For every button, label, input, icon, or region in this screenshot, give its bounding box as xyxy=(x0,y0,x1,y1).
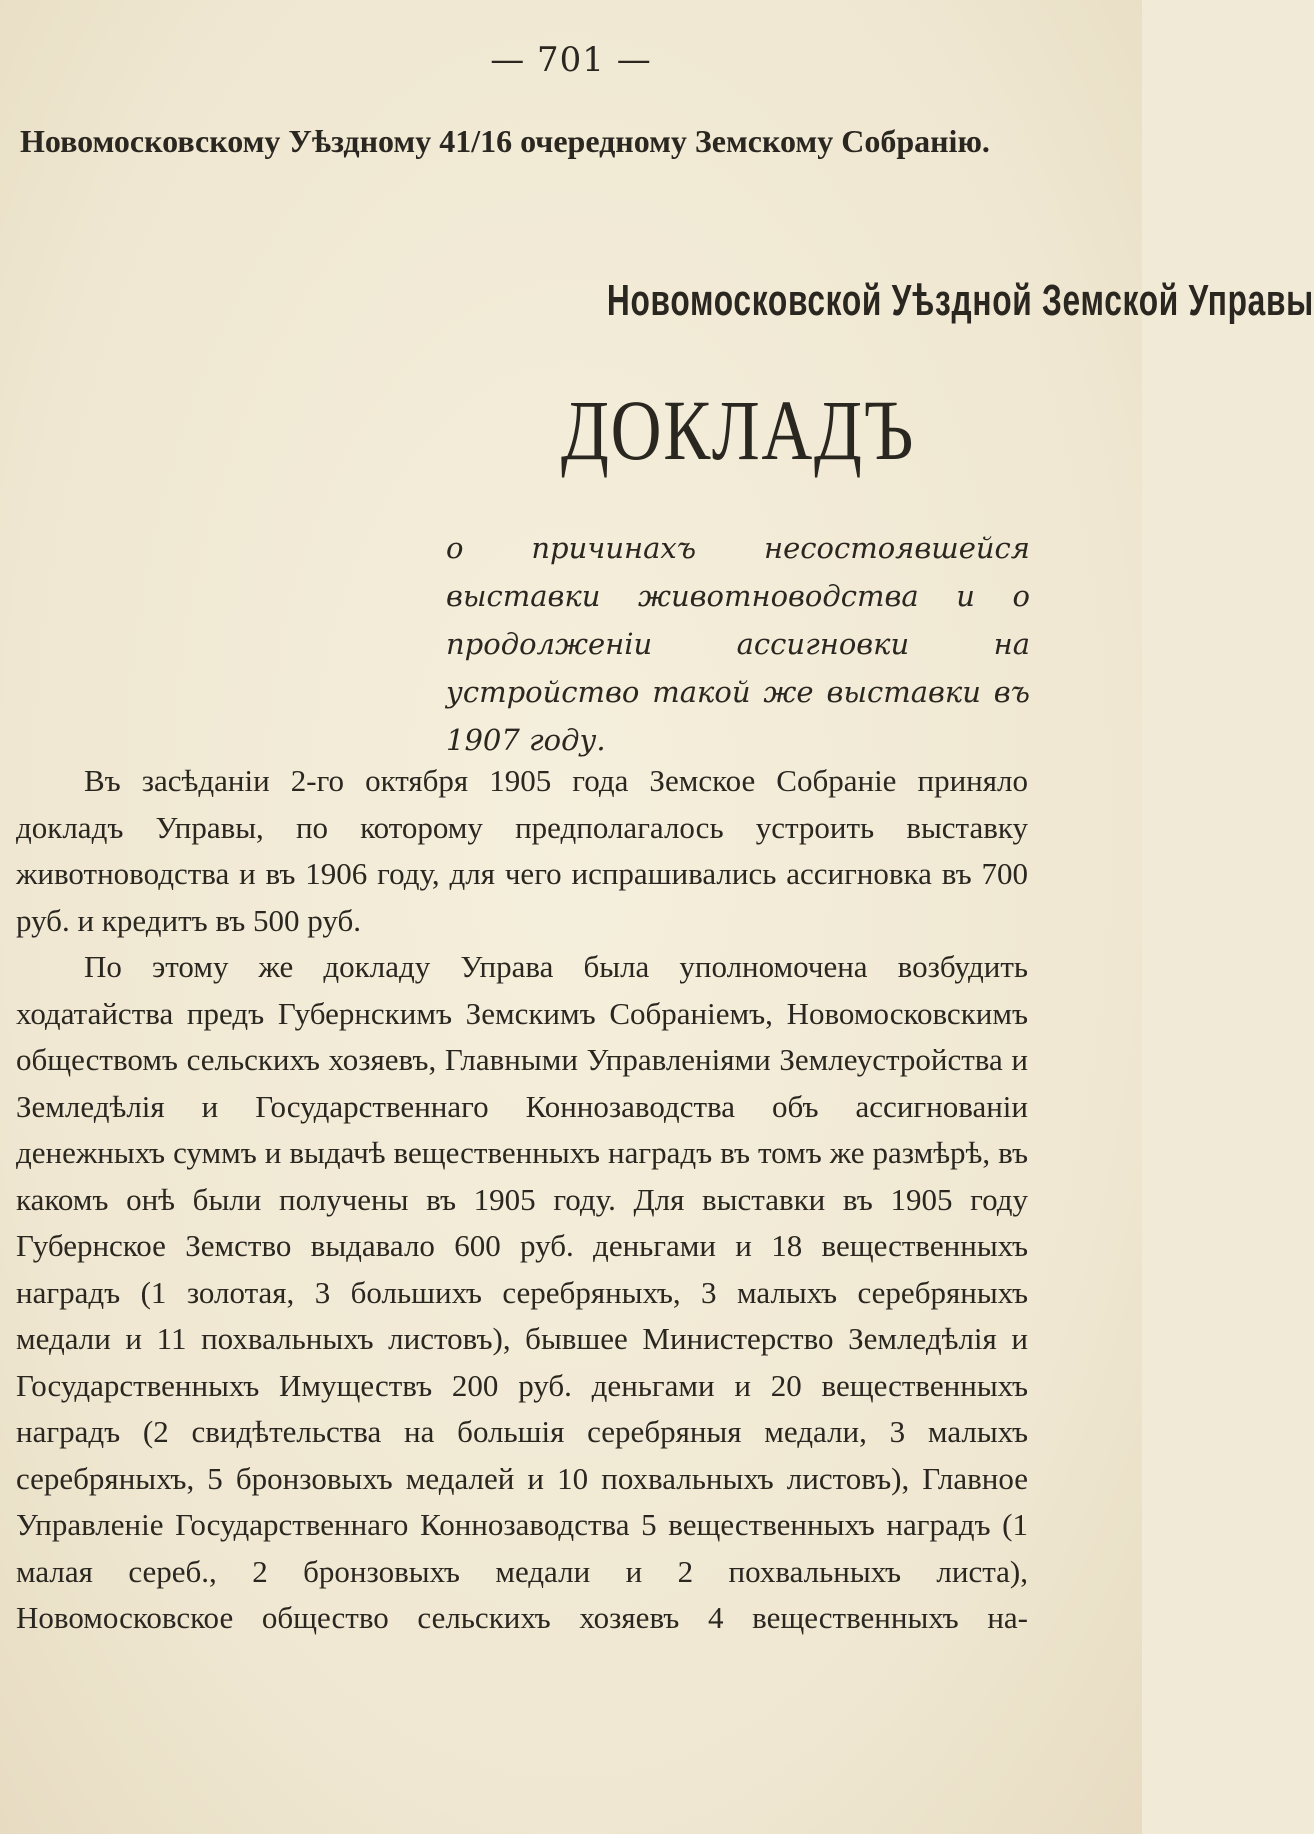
addressee-line: Новомосковскому Уѣздному 41/16 очередному Земскому Собранію. xyxy=(20,123,990,159)
body-text xyxy=(16,758,1028,1642)
paragraph: Въ засѣданіи 2-го октября 1905 года Земское Собраніе приняло докладъ Управы, по которому предполагалось устроить выставку животноводства и въ 1906 году, для чего испрашивались ассигновка въ 700 руб. и кредитъ въ 500 руб. xyxy=(16,763,1028,938)
document-heading: ДОКЛАДЪ xyxy=(560,382,916,478)
organization-title: Новомосковской Уѣздной Земской Управы xyxy=(606,276,1314,325)
page-number: — 701 — xyxy=(490,40,652,80)
document-subject: о причинахъ несостоявшейся выставки животноводства и о продолженіи ассигновки на устройство такой же выставки въ 1907 году. xyxy=(446,531,1030,757)
paragraph: По этому же докладу Управа была уполномочена возбудить ходатайства предъ Губернскимъ Земскимъ Собраніемъ, Новомосковскимъ обществомъ сельскихъ хозяевъ, Главными Управленіями Землеустройства и Земледѣлія и Государственнаго Коннозаводства объ ассигнованіи денежныхъ суммъ и выдачѣ вещественныхъ наградъ въ томъ же размѣрѣ, въ какомъ онѣ были получены въ 1905 году. Для выставки въ 1905 году Губернское Земство выдавало 600 руб. деньгами и 18 вещественныхъ наградъ (1 золотая, 3 большихъ серебряныхъ, 3 малыхъ серебряныхъ медали и 11 похвальныхъ листовъ), бывшее Министерство Земледѣлія и Государственныхъ Имуществъ 200 руб. деньгами и 20 вещественныхъ наградъ (2 свидѣтельства на большія серебряныя медали, 3 малыхъ серебряныхъ, 5 бронзовыхъ медалей и 10 похвальныхъ листовъ), Главное Управленіе Государственнаго Коннозаводства 5 вещественныхъ наградъ (1 малая сереб., 2 бронзовыхъ медали и 2 похвальныхъ листа), Новомосковское общество сельскихъ хозяевъ 4 вещественныхъ на- xyxy=(16,949,1028,1635)
